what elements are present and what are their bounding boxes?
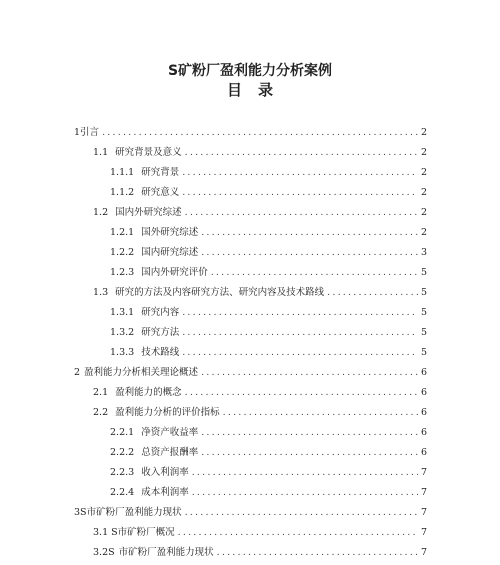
toc-entry-page: 7 [420, 527, 427, 538]
toc-entry-page: 2 [420, 187, 427, 198]
toc-leader-dots [201, 227, 418, 239]
toc-entry-label: 收入利润率 [141, 467, 189, 478]
toc-entry[interactable] [110, 247, 427, 259]
toc-entry-number: 1.3 [93, 287, 109, 298]
toc-entry-number: 2.2 [93, 407, 109, 418]
toc-leader-dots [185, 507, 418, 519]
toc-entry-label: 引言 [80, 127, 100, 138]
toc-entry-page: 5 [420, 267, 427, 278]
toc-entry[interactable] [110, 427, 427, 439]
toc-leader-dots [192, 487, 418, 499]
toc-entry-label: 研究意义 [141, 187, 180, 198]
toc-leader-dots [182, 307, 418, 319]
toc-entry-number: 2.1 [93, 387, 109, 398]
toc-entry-number: 3.2S [93, 547, 115, 558]
toc-heading: 目录 [226, 81, 289, 99]
toc-entry-number: 1.2.1 [110, 227, 135, 238]
toc-entry-number: 2.2.3 [110, 467, 135, 478]
toc-entry-label: 研究的方法及内容研究方法、研究内容及技术路线 [115, 287, 325, 298]
toc-leader-dots [182, 167, 418, 179]
toc-entry[interactable] [74, 127, 427, 139]
toc-entry[interactable] [74, 367, 427, 379]
toc-entry-label: 市矿粉厂盈利能力现状 [118, 547, 214, 558]
toc-entry-page: 5 [420, 307, 427, 318]
toc-entry-page: 6 [420, 367, 427, 378]
toc-leader-dots [192, 467, 418, 479]
toc-entry-label: 净资产收益率 [141, 427, 199, 438]
toc-entry[interactable] [110, 167, 427, 179]
toc-entry-number: 1.1.1 [110, 167, 135, 178]
toc-entry-number: 3.1 [93, 527, 109, 538]
toc-entry-label: 市矿粉厂盈利能力现状 [86, 507, 182, 518]
toc-leader-dots [182, 327, 418, 339]
toc-entry-label: 盈利能力的概念 [115, 387, 182, 398]
toc-entry[interactable] [93, 407, 427, 419]
toc-entry-label: S市矿粉厂概况 [111, 527, 175, 538]
toc-entry-number: 2.2.1 [110, 427, 135, 438]
toc-entry-label: 研究背景 [141, 167, 180, 178]
toc-entry-page: 7 [420, 487, 427, 498]
toc-entry-number: 1.1 [93, 147, 109, 158]
toc-leader-dots [182, 347, 418, 359]
toc-entry-page: 2 [420, 227, 427, 238]
toc-leader-dots [201, 447, 418, 459]
toc-entry-page: 6 [420, 387, 427, 398]
document-title: S矿粉厂盈利能力分析案例 [167, 63, 333, 79]
toc-entry-number: 2.2.4 [110, 487, 135, 498]
toc-entry[interactable] [110, 267, 427, 279]
toc-entry[interactable] [110, 467, 427, 479]
toc-entry-number: 1 [74, 127, 81, 138]
toc-leader-dots [217, 547, 418, 559]
toc-entry-page: 2 [420, 147, 427, 158]
toc-entry[interactable] [93, 287, 427, 299]
toc-entry-number: 1.3.1 [110, 307, 135, 318]
toc-entry-number: 1.1.2 [110, 187, 135, 198]
toc-leader-dots [327, 287, 418, 299]
toc-entry-page: 2 [420, 127, 427, 138]
toc-entry-page: 2 [420, 167, 427, 178]
toc-leader-dots [182, 187, 418, 199]
toc-entry-page: 5 [420, 327, 427, 338]
toc-leader-dots [185, 387, 418, 399]
toc-entry[interactable] [110, 447, 427, 459]
toc-entry[interactable] [93, 527, 427, 539]
toc-entry[interactable] [93, 207, 427, 219]
toc-entry[interactable] [110, 347, 427, 359]
toc-entry-number: 1.2.3 [110, 267, 135, 278]
toc-entry-number: 1.3.2 [110, 327, 135, 338]
toc-leader-dots [201, 247, 418, 259]
toc-entry-label: 盈利能力分析的评价指标 [115, 407, 220, 418]
toc-entry-page: 6 [420, 447, 427, 458]
toc-entry-label: 研究背景及意义 [115, 147, 182, 158]
toc-leader-dots [201, 427, 418, 439]
toc-leader-dots [185, 147, 418, 159]
toc-entry-page: 5 [420, 287, 427, 298]
toc-entry[interactable] [110, 327, 427, 339]
toc-entry-label: 国内外研究评价 [141, 267, 208, 278]
toc-entry-page: 6 [420, 427, 427, 438]
toc-entry[interactable] [74, 507, 427, 519]
toc-entry[interactable] [93, 147, 427, 159]
toc-entry-label: 总资产报酬率 [141, 447, 199, 458]
toc-entry-label: 国外研究综述 [141, 227, 199, 238]
toc-entry-label: 国内外研究综述 [115, 207, 182, 218]
toc-entry-number: 1.3.3 [110, 347, 135, 358]
toc-entry-label: 国内研究综述 [141, 247, 199, 258]
toc-entry-label: 成本利润率 [141, 487, 189, 498]
toc-entry-page: 2 [420, 207, 427, 218]
toc-entry-page: 5 [420, 347, 427, 358]
toc-entry-label: 研究内容 [141, 307, 180, 318]
toc-entry[interactable] [93, 547, 427, 559]
toc-entry-number: 1.2 [93, 207, 109, 218]
toc-entry-number: 2.2.2 [110, 447, 135, 458]
toc-entry-number: 3S [74, 507, 87, 518]
toc-entry-number: 1.2.2 [110, 247, 135, 258]
toc-entry-page: 3 [420, 247, 427, 258]
toc-entry-page: 7 [420, 507, 427, 518]
toc-leader-dots [102, 127, 418, 139]
toc-entry-page: 7 [420, 467, 427, 478]
toc-entry-label: 盈利能力分析相关理论概述 [84, 367, 199, 378]
toc-leader-dots [185, 207, 418, 219]
toc-leader-dots [201, 367, 418, 379]
toc-entry-label: 技术路线 [141, 347, 180, 358]
toc-entry[interactable] [110, 487, 427, 499]
toc-leader-dots [211, 267, 418, 279]
toc-entry-page: 7 [420, 547, 427, 558]
toc-entry-page: 6 [420, 407, 427, 418]
toc-entry[interactable] [93, 387, 427, 399]
toc-leader-dots [178, 527, 418, 539]
toc-entry-number: 2 [74, 367, 81, 378]
toc-entry[interactable] [110, 227, 427, 239]
toc-entry[interactable] [110, 187, 427, 199]
toc-leader-dots [223, 407, 418, 419]
toc-entry[interactable] [110, 307, 427, 319]
toc-entry-label: 研究方法 [141, 327, 180, 338]
